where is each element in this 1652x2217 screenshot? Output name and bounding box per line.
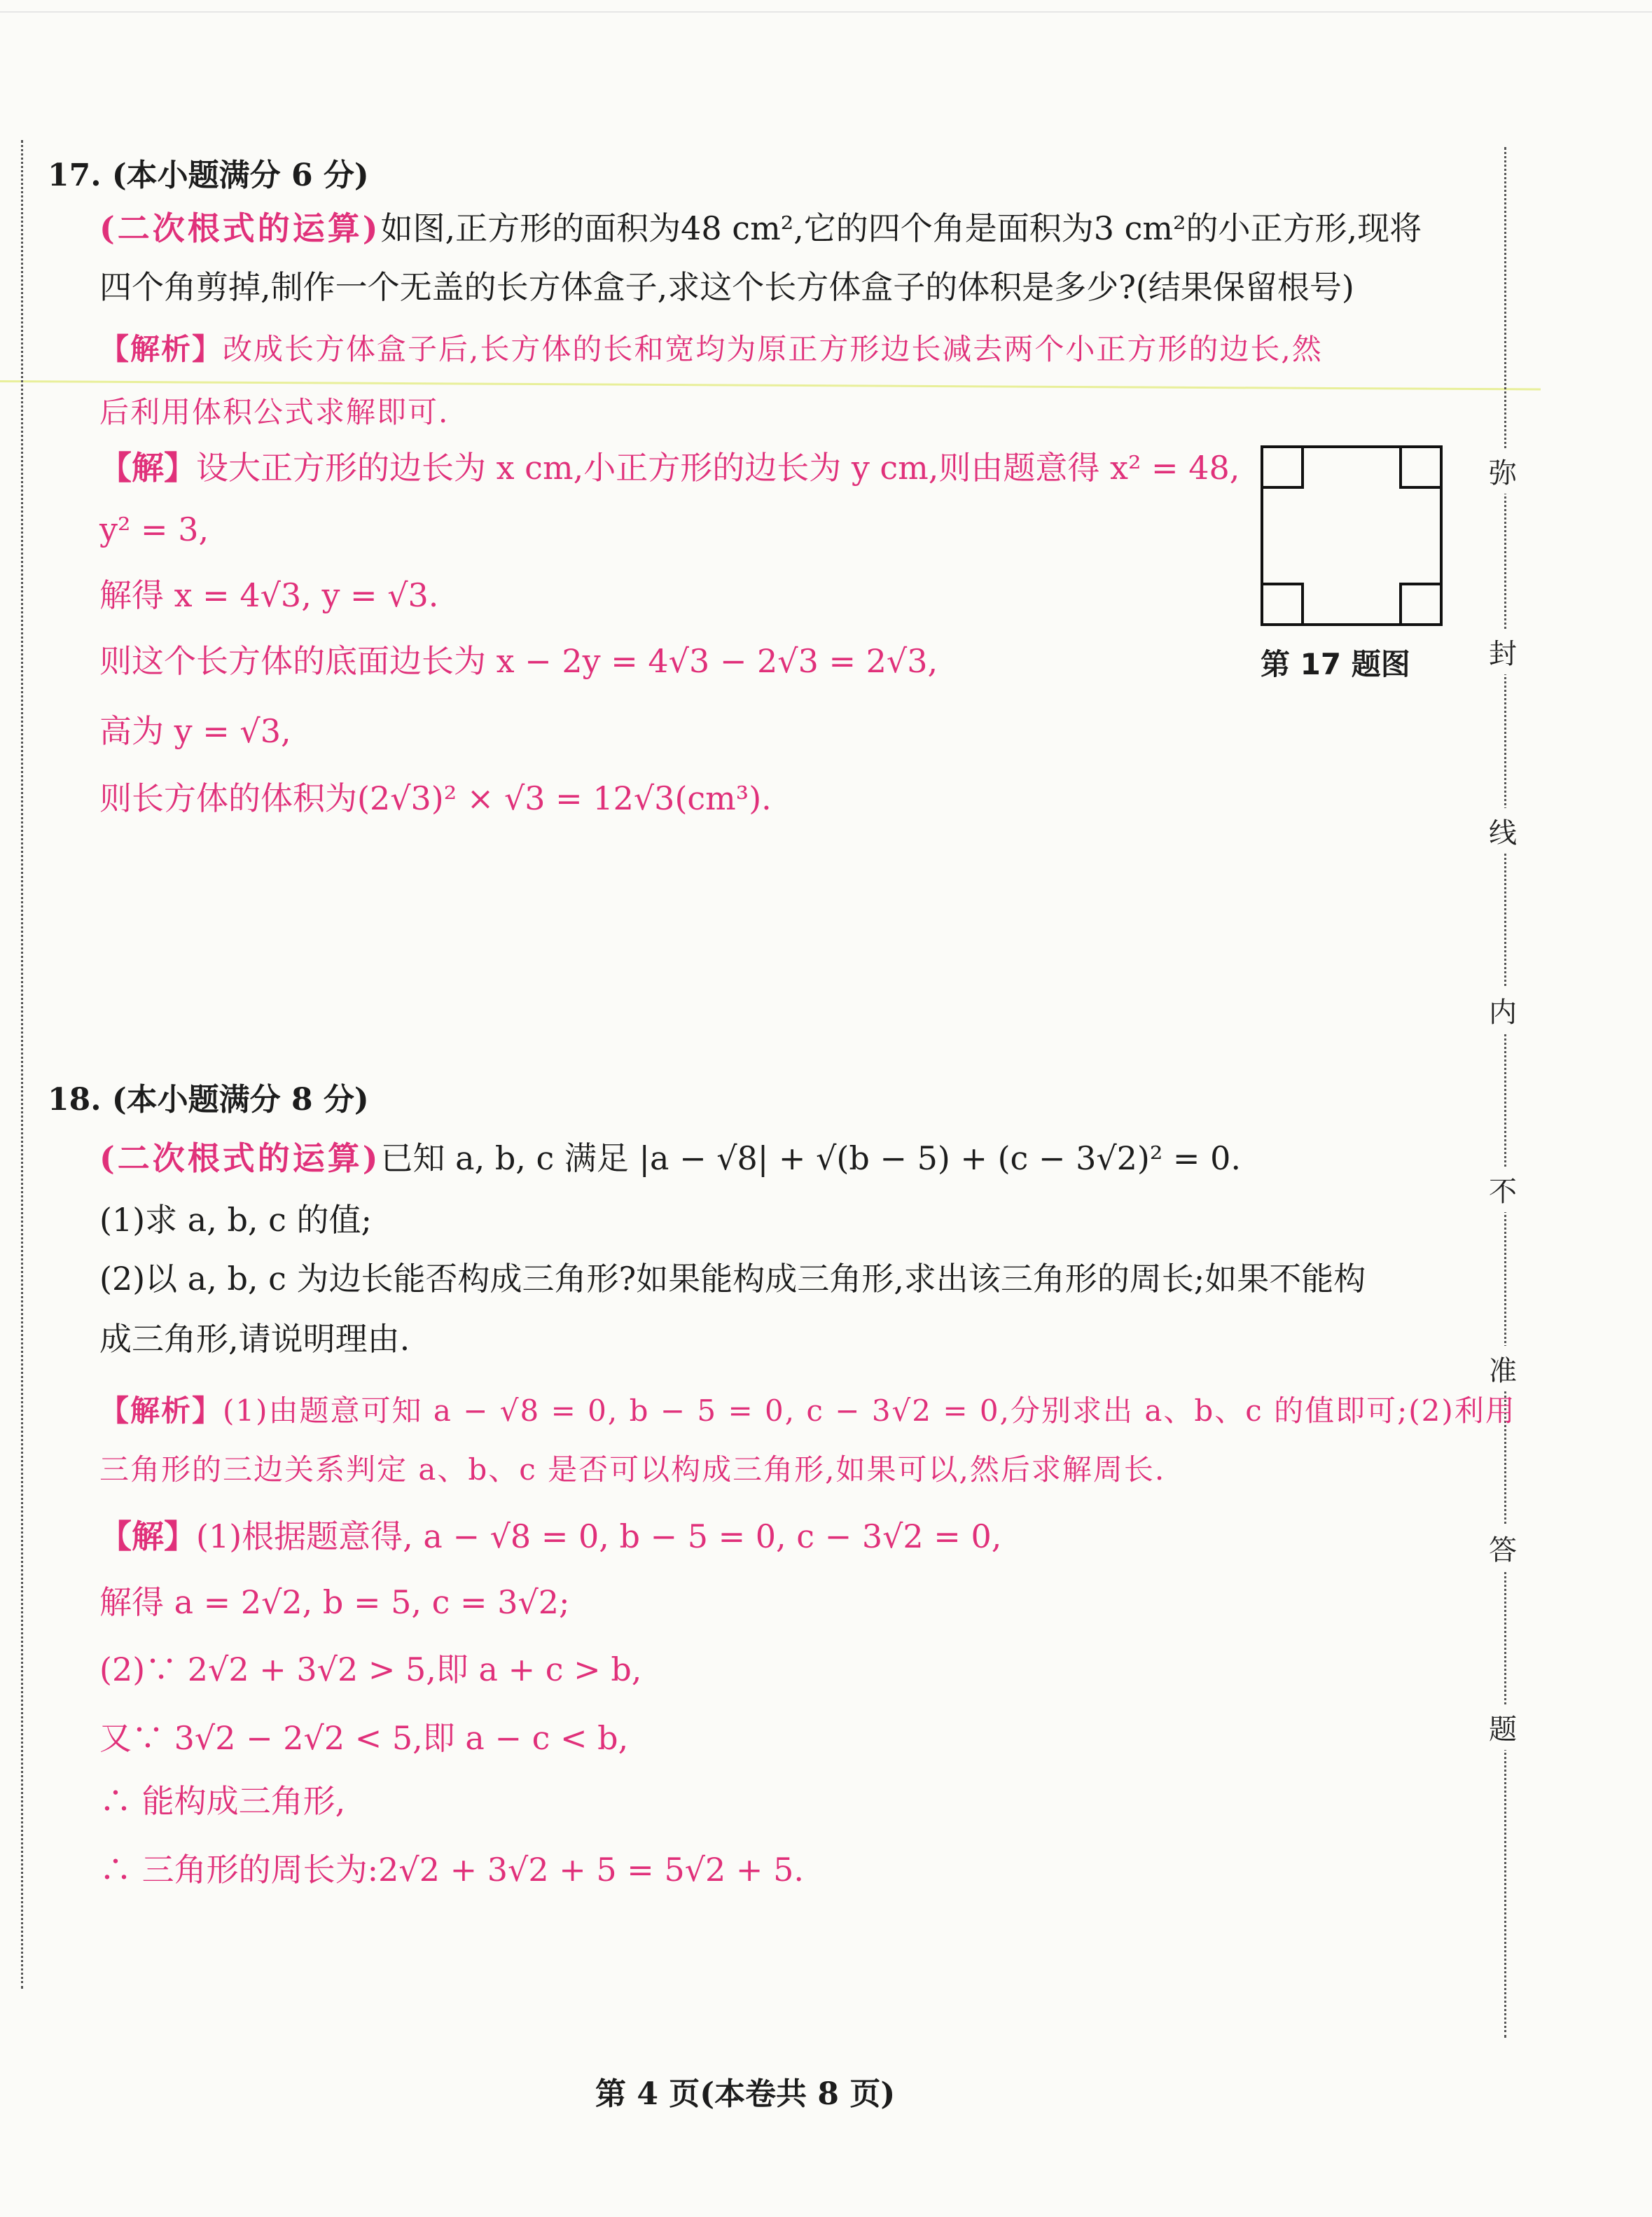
q17-square-figure (1261, 445, 1443, 626)
q18-solution-line4: 又∵ 3√2 − 2√2 < 5,即 a − c < b, (99, 1719, 629, 1757)
q18-solution-line5: ∴ 能构成三角形, (99, 1782, 346, 1820)
q18-stem-line4: 成三角形,请说明理由. (99, 1320, 410, 1358)
q18-stem-line3: (2)以 a, b, c 为边长能否构成三角形?如果能构成三角形,求出该三角形的周长;如果不能构 (99, 1260, 1366, 1298)
q18-analysis-line2: 三角形的三边关系判定 a、b、c 是否可以构成三角形,如果可以,然后求解周长. (99, 1452, 1166, 1487)
q18-topic-tag: (二次根式的运算) (99, 1139, 381, 1177)
q17-stem-line1 (99, 207, 1422, 249)
margin-char: 封 (1487, 629, 1518, 674)
q17-header: 17. (本小题满分 6 分) (48, 158, 369, 193)
q18-solution-line1: 【解】(1)根据题意得, a − √8 = 0, b − 5 = 0, c − 3√2 = 0, (99, 1517, 1002, 1555)
solution-label: 【解】 (99, 449, 196, 487)
q17-topic-tag: (二次根式的运算) (99, 209, 381, 247)
q17-stem-line2: 四个角剪掉,制作一个无盖的长方体盒子,求这个长方体盒子的体积是多少?(结果保留根号) (99, 268, 1354, 306)
margin-char: 线 (1487, 808, 1518, 854)
analysis-label: 【解析】 (99, 332, 223, 366)
figure-corner-square (1261, 445, 1304, 489)
q17-analysis-line2: 后利用体积公式求解即可. (99, 395, 450, 429)
q18-header: 18. (本小题满分 8 分) (48, 1082, 369, 1118)
solution-label: 【解】 (99, 1517, 196, 1555)
q17-stem-text: 如图,正方形的面积为48 cm²,它的四个角是面积为3 cm²的小正方形,现将 (380, 209, 1422, 247)
left-binding-line (21, 140, 23, 1989)
q17-solution-line6: 则长方体的体积为(2√3)² × √3 = 12√3(cm³). (99, 779, 772, 817)
q18-analysis-line1: 【解析】(1)由题意可知 a − √8 = 0, b − 5 = 0, c − 3√2 = 0,分别求出 a、b、c 的值即可;(2)利用 (99, 1394, 1516, 1428)
q17-figure-caption: 第 17 题图 (1261, 647, 1410, 681)
figure-corner-square (1399, 445, 1443, 489)
q18-solution-line3: (2)∵ 2√2 + 3√2 > 5,即 a + c > b, (99, 1650, 642, 1688)
q17-solution-line1: 【解】设大正方形的边长为 x cm,小正方形的边长为 y cm,则由题意得 x² = 48, (99, 449, 1240, 487)
margin-char: 内 (1487, 987, 1518, 1033)
analysis-label: 【解析】 (99, 1394, 223, 1428)
right-binding-line (1504, 147, 1506, 2038)
q18-stem-line1: (二次根式的运算)已知 a, b, c 满足 |a − √8| + √(b − 5) + (c − 3√2)² = 0. (99, 1139, 1241, 1177)
margin-char: 答 (1487, 1525, 1518, 1571)
q17-analysis-line1: 【解析】改成长方体盒子后,长方体的长和宽均为原正方形边长减去两个小正方形的边长,然 (99, 332, 1323, 366)
q18-solution-line6: ∴ 三角形的周长为:2√2 + 3√2 + 5 = 5√2 + 5. (99, 1851, 804, 1889)
figure-corner-square (1261, 583, 1304, 626)
margin-char: 不 (1487, 1167, 1518, 1212)
page-footer: 第 4 页(本卷共 8 页) (595, 2076, 896, 2112)
margin-char: 题 (1487, 1704, 1518, 1750)
figure-corner-square (1399, 583, 1443, 626)
q18-stem-line2: (1)求 a, b, c 的值; (99, 1201, 373, 1239)
q17-solution-line2: y² = 3, (99, 510, 209, 548)
top-edge-line (0, 11, 1652, 13)
q17-solution-line5: 高为 y = √3, (99, 712, 291, 750)
q18-solution-line2: 解得 a = 2√2, b = 5, c = 3√2; (99, 1583, 570, 1621)
margin-char: 弥 (1487, 448, 1518, 494)
q17-solution-line3: 解得 x = 4√3, y = √3. (99, 576, 439, 614)
margin-char: 准 (1487, 1346, 1518, 1391)
q17-solution-line4: 则这个长方体的底面边长为 x − 2y = 4√3 − 2√3 = 2√3, (99, 642, 938, 680)
